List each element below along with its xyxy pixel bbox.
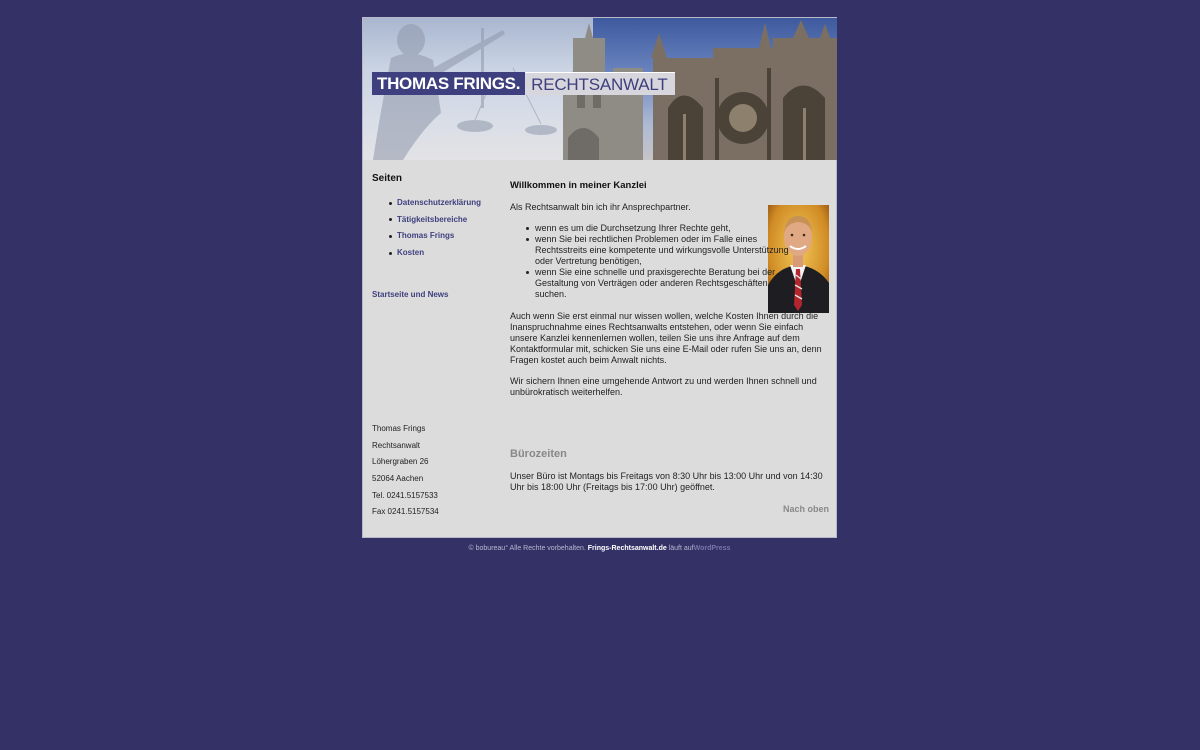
services-list <box>510 223 790 300</box>
footer-site-link[interactable]: Frings-Rechtsanwalt.de <box>587 545 667 552</box>
sidebar-item-kosten <box>397 248 502 265</box>
sidebar-item-datenschutz <box>397 198 502 215</box>
main-content <box>510 180 829 514</box>
page-title: Willkommen in meiner Kanzlei <box>510 180 647 191</box>
home-news-link[interactable]: Startseite und News <box>372 290 449 299</box>
header-banner <box>363 18 837 160</box>
address-city: 52064 Aachen <box>372 474 424 484</box>
office-hours-text: Unser Büro ist Montags bis Freitags von 8:30 Uhr bis 13:00 Uhr und von 14:30 Uhr bis 18:00 Uhr (Freitags bis 17:00 Uhr) geöffnet. <box>510 471 823 492</box>
sidebar-link-kosten[interactable]: Kosten <box>397 248 425 258</box>
office-hours-heading: Bürozeiten <box>510 448 567 460</box>
list-item: wenn es um die Durchsetzung Ihrer Rechte geht, <box>535 223 790 234</box>
response-paragraph: Wir sichern Ihnen eine umgehende Antwort zu und werden Ihnen schnell und unbürokratisch weiterhelfen. <box>510 376 817 397</box>
footer-copyright: © bobureau° Alle Rechte vorbehalten. <box>468 545 586 552</box>
logo-name: THOMAS FRINGS. <box>372 72 525 95</box>
footer-runs-on: läuft auf <box>668 545 694 552</box>
sidebar-link-taetigkeitsbereiche[interactable]: Tätigkeitsbereiche <box>397 214 468 224</box>
sidebar-link-datenschutz[interactable]: Datenschutzerklärung <box>397 198 482 207</box>
costs-paragraph: Auch wenn Sie erst einmal nur wissen wollen, welche Kosten Ihnen durch die Inanspruchnahme eines Rechtsanwalts entstehen, oder wenn Sie einfach unsere Kanzlei kennenlernen wollen, teilen Sie uns ihre Anfrage auf dem Kontaktformular mit, schicken Sie uns eine E-Mail oder rufen Sie uns an, denn Fragen kostet auch beim Anwalt nichts. <box>510 311 822 365</box>
page-container <box>362 17 837 538</box>
list-item: wenn Sie eine schnelle und praxisgerechte Beratung bei der Gestaltung von Verträgen oder anderen Rechtsgeschäften suchen. <box>535 267 790 300</box>
logo-title: RECHTSANWALT <box>525 72 674 95</box>
sidebar-item-taetigkeitsbereiche <box>397 215 502 232</box>
sidebar-link-thomas-frings[interactable]: Thomas Frings <box>397 231 455 241</box>
address-profession: Rechtsanwalt <box>372 440 421 450</box>
footer-wordpress-link[interactable]: WordPress <box>693 545 731 552</box>
back-to-top-link[interactable]: Nach oben <box>782 504 829 514</box>
intro-text: Als Rechtsanwalt bin ich ihr Ansprechpartner. <box>510 202 691 212</box>
contact-address <box>372 424 502 524</box>
sidebar-pages-list <box>372 198 502 265</box>
site-logo[interactable] <box>372 72 675 95</box>
address-fax: Fax 0241.5157534 <box>372 507 439 517</box>
address-phone: Tel. 0241.5157533 <box>372 490 438 500</box>
list-item: wenn Sie bei rechtlichen Problemen oder im Falle eines Rechtsstreits eine kompetente und wirkungsvolle Unterstützung oder Vertretung benötigen, <box>535 234 789 266</box>
sidebar-item-thomas-frings <box>397 231 502 248</box>
sidebar <box>372 173 502 517</box>
sidebar-heading: Seiten <box>372 173 403 184</box>
address-name: Thomas Frings <box>372 424 426 433</box>
footer <box>362 544 837 553</box>
address-street: Löhergraben 26 <box>372 457 429 467</box>
